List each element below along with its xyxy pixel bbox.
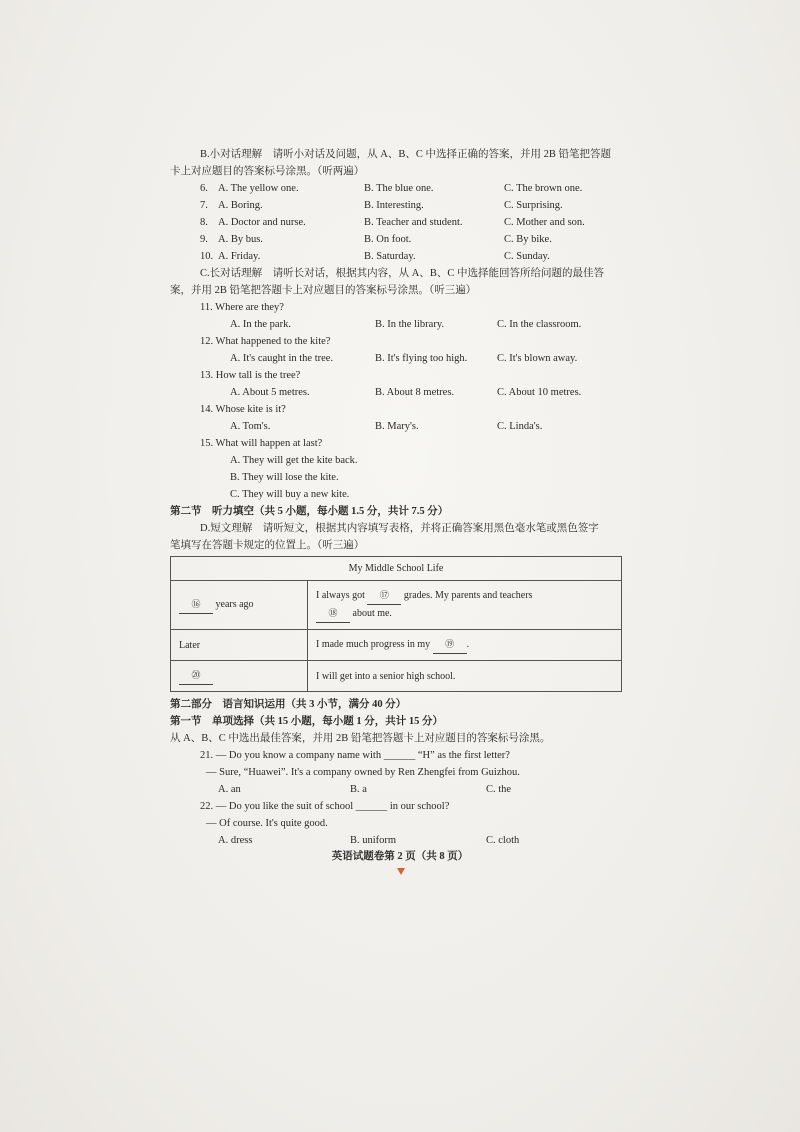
question-15-stem: 15. What will happen at last?	[200, 438, 323, 449]
option-b: B. uniform	[350, 835, 397, 846]
option-a: A. an	[218, 784, 241, 795]
partB-header-line1: B.小对话理解 请听小对话及问题，从 A、B、C 中选择正确的答案，并用 2B 铅笔把答题	[200, 149, 611, 160]
option-a: A. The yellow one.	[218, 183, 299, 194]
partC-header-line1: C.长对话理解 请听长对话，根据其内容，从 A、B、C 中选择能回答所给问题的最佳答	[200, 268, 604, 279]
option-a: A. By bus.	[218, 234, 263, 245]
table-cell-19	[308, 630, 622, 661]
partB-header-line2: 卡上对应题目的答案标号涂黑。（听两遍）	[170, 166, 365, 177]
table-cell-17-18	[308, 581, 622, 630]
option-b: B. On foot.	[364, 234, 412, 245]
option-b: B. Saturday.	[364, 251, 416, 262]
question-21-line2: — Sure, “Huawei”. It's a company owned by Ren Zhengfei from Guizhou.	[206, 767, 520, 778]
question-9	[170, 231, 630, 248]
question-7	[170, 197, 630, 214]
option-c: C. Mother and son.	[504, 217, 585, 228]
question-21-line1: 21. — Do you know a company name with ______ “H” as the first letter?	[200, 750, 510, 761]
question-14-stem: 14. Whose kite is it?	[200, 404, 286, 415]
part2-title: 第二部分 语言知识运用（共 3 小节，满分 40 分）	[170, 699, 407, 710]
option-c: C. the	[486, 784, 512, 795]
question-number: 7.	[200, 200, 208, 211]
option-b: B. In the library.	[375, 319, 445, 330]
question-15-option-a: A. They will get the kite back.	[230, 455, 358, 466]
option-b: B. Mary's.	[375, 421, 419, 432]
question-6	[170, 180, 630, 197]
option-a: A. Tom's.	[230, 421, 271, 432]
table-title: My Middle School Life	[171, 557, 622, 581]
option-c: C. Surprising.	[504, 200, 563, 211]
option-c: C. In the classroom.	[497, 319, 582, 330]
option-a: A. Boring.	[218, 200, 263, 211]
question-21-options	[170, 781, 630, 798]
option-c: C. About 10 metres.	[497, 387, 582, 398]
option-b: B. It's flying too high.	[375, 353, 468, 364]
question-15-option-c: C. They will buy a new kite.	[230, 489, 350, 500]
cell-text: I made much progress in my	[316, 639, 431, 650]
option-a: A. About 5 metres.	[230, 387, 310, 398]
option-b: B. Teacher and student.	[364, 217, 463, 228]
question-13-stem: 13. How tall is the tree?	[200, 370, 301, 381]
question-12-stem: 12. What happened to the kite?	[200, 336, 331, 347]
option-b: B. About 8 metres.	[375, 387, 455, 398]
blank-17: ⑰	[367, 587, 401, 605]
page-content	[170, 146, 630, 849]
option-c: C. It's blown away.	[497, 353, 578, 364]
blank-16: ⑯	[179, 596, 213, 614]
question-22-options	[170, 832, 630, 849]
partC-header-line2: 案，并用 2B 铅笔把答题卡上对应题目的答案标号涂黑。（听三遍）	[170, 285, 477, 296]
question-number: 10.	[200, 251, 214, 262]
question-22-line1: 22. — Do you like the suit of school ______ in our school?	[200, 801, 450, 812]
part2-instruction: 从 A、B、C 中选出最佳答案，并用 2B 铅笔把答题卡上对应题目的答案标号涂黑。	[170, 733, 551, 744]
page-footer: 英语试题卷第 2 页（共 8 页）	[331, 851, 469, 862]
option-b: B. a	[350, 784, 367, 795]
question-number: 9.	[200, 234, 208, 245]
question-10	[170, 248, 630, 265]
orange-mark-icon	[397, 868, 405, 875]
cell-text: grades. My parents and teachers	[403, 590, 533, 601]
cell-text: .	[466, 639, 470, 650]
cell-text: years ago	[215, 599, 254, 610]
cell-text: about me.	[352, 608, 392, 619]
question-number: 8.	[200, 217, 208, 228]
section2-title: 第二节 听力填空（共 5 小题，每小题 1.5 分，共计 7.5 分）	[170, 506, 449, 517]
question-8	[170, 214, 630, 231]
table-cell-16	[171, 581, 308, 630]
table-cell-20	[171, 661, 308, 692]
partD-header-line1: D.短文理解 请听短文，根据其内容填写表格，并将正确答案用黑色毫水笔或黑色签字	[200, 523, 599, 534]
question-11-options	[170, 316, 630, 333]
option-c: C. Sunday.	[504, 251, 550, 262]
question-14-options	[170, 418, 630, 435]
option-c: C. The brown one.	[504, 183, 583, 194]
option-a: A. Friday.	[218, 251, 261, 262]
blank-18: ⑱	[316, 605, 350, 623]
question-12-options	[170, 350, 630, 367]
option-b: B. The blue one.	[364, 183, 434, 194]
option-a: A. dress	[218, 835, 253, 846]
option-b: B. Interesting.	[364, 200, 424, 211]
question-15-option-b: B. They will lose the kite.	[230, 472, 339, 483]
part2-sec1-title: 第一节 单项选择（共 15 小题，每小题 1 分，共计 15 分）	[170, 716, 443, 727]
option-c: C. Linda's.	[497, 421, 543, 432]
question-13-options	[170, 384, 630, 401]
cell-text: I always got	[316, 590, 365, 601]
blank-19: ⑲	[433, 636, 467, 654]
option-c: C. cloth	[486, 835, 520, 846]
question-number: 6.	[200, 183, 208, 194]
option-c: C. By bike.	[504, 234, 552, 245]
option-a: A. It's caught in the tree.	[230, 353, 334, 364]
table-cell-later: Later	[171, 630, 308, 661]
partD-header-line2: 笔填写在答题卡规定的位置上。（听三遍）	[170, 540, 365, 551]
partB-questions	[170, 180, 630, 265]
table-cell-senior: I will get into a senior high school.	[308, 661, 622, 692]
question-11-stem: 11. Where are they?	[200, 302, 284, 313]
question-22-line2: — Of course. It's quite good.	[206, 818, 328, 829]
fill-in-table	[170, 556, 622, 692]
option-a: A. Doctor and nurse.	[218, 217, 306, 228]
blank-20: ⑳	[179, 667, 213, 685]
option-a: A. In the park.	[230, 319, 291, 330]
